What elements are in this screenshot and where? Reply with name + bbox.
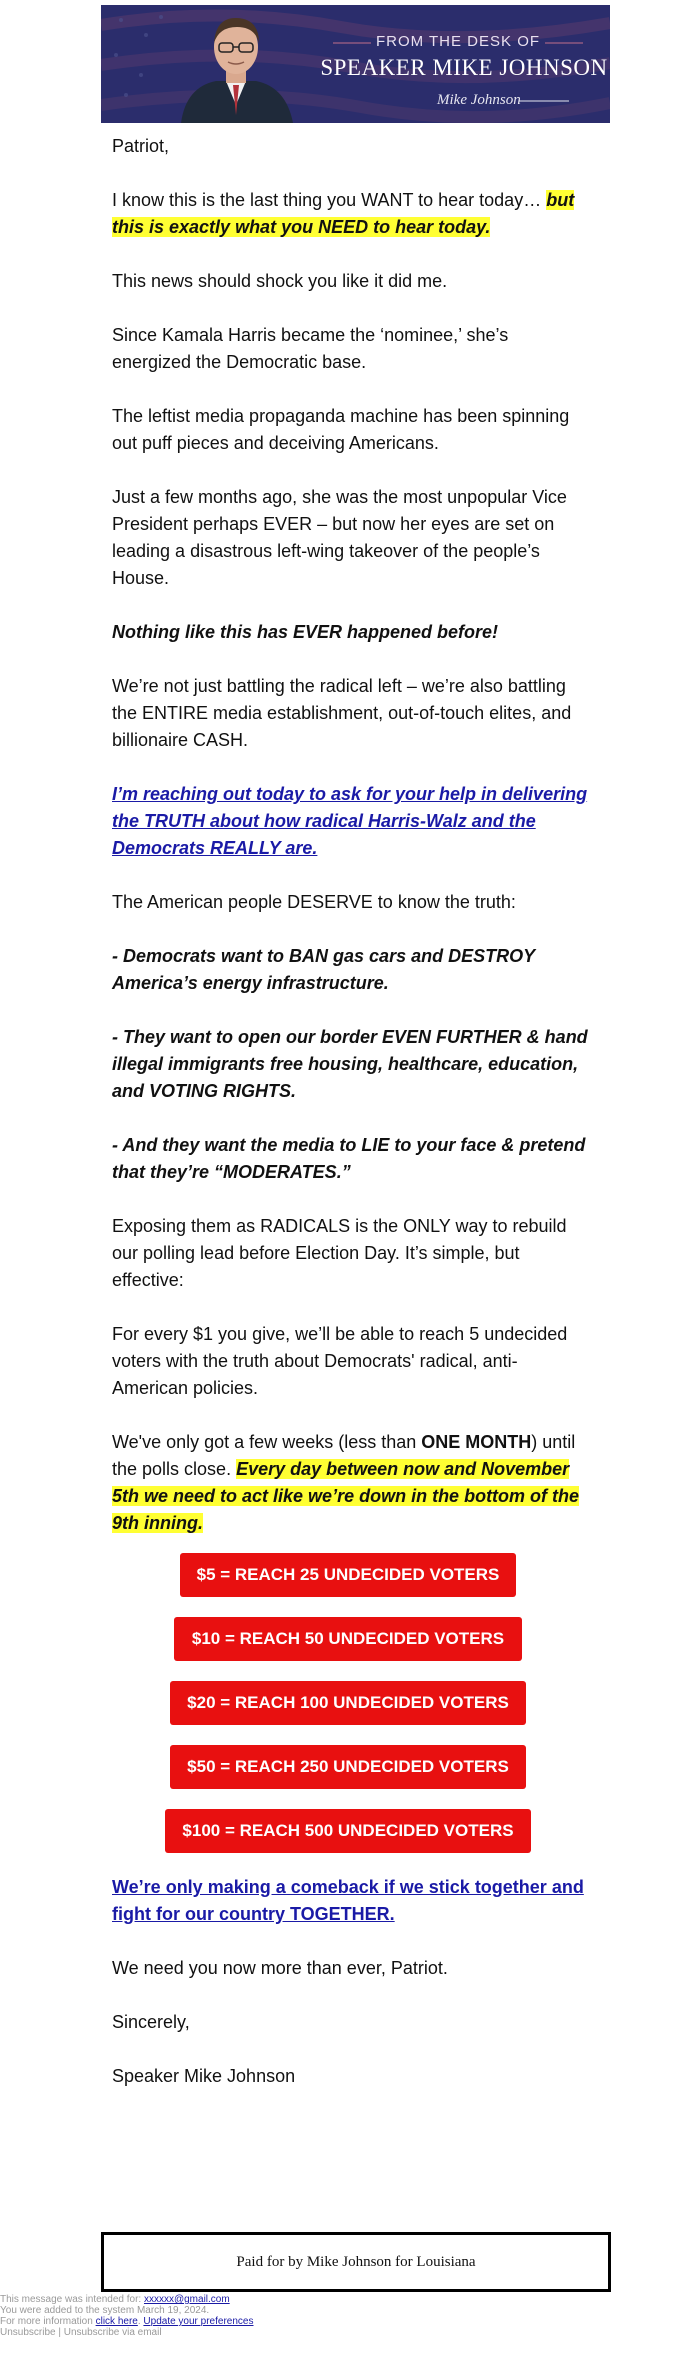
paragraph-battling: We’re not just battling the radical left – we’re also battling the ENTIRE media establishment, out-of-touch elites, and billionaire CASH. (112, 676, 572, 750)
paragraph-unpopular: Just a few months ago, she was the most unpopular Vice President perhaps EVER – but now her eyes are set on leading a disastrous left-wing takeover of the people’s House. (112, 487, 567, 588)
paragraph-few-weeks (112, 1429, 592, 1537)
paragraph-deserve: The American people DESERVE to know the truth: (112, 892, 516, 912)
footer-added: You were added to the system March 19, 2024. (0, 2305, 210, 2316)
donate-button-50[interactable]: $50 = REACH 250 UNDECIDED VOTERS (170, 1745, 526, 1789)
bullet-moderates: - And they want the media to LIE to your face & pretend that they’re “MODERATES.” (112, 1135, 586, 1182)
truth-link[interactable]: I’m reaching out today to ask for your help in delivering the TRUTH about how radical Harris-Walz and the Democrats REALLY are. (112, 784, 588, 858)
footer-unsubscribe[interactable]: Unsubscribe | Unsubscribe via email (0, 2327, 162, 2338)
bullet-gas-cars: - Democrats want to BAN gas cars and DESTROY America’s energy infrastructure. (112, 946, 535, 993)
email-body (112, 133, 592, 1537)
paragraph-every-dollar: For every $1 you give, we’ll be able to reach 5 undecided voters with the truth about Democrats' radical, anti-American policies. (112, 1324, 568, 1398)
speaker-portrait (171, 5, 301, 123)
intro-paragraph (112, 187, 592, 241)
one-month-bold: ONE MONTH (421, 1432, 532, 1452)
signer-name: Speaker Mike Johnson (112, 2066, 296, 2086)
header-banner (101, 5, 610, 123)
paragraph-media: The leftist media propaganda machine has been spinning out puff pieces and deceiving Americans. (112, 406, 570, 453)
signature-graphic (431, 87, 571, 111)
footer-more-info (0, 2316, 400, 2327)
footer-sep: . (137, 2316, 144, 2327)
intro-highlight: but this is exactly what you NEED to hear today. (112, 190, 575, 237)
speaker-name-title: SPEAKER MIKE JOHNSON (320, 55, 608, 80)
paragraph-shock: This news should shock you like it did me. (112, 271, 448, 291)
salutation: Patriot, (112, 136, 170, 156)
paragraph-truth-link-wrap (112, 781, 592, 862)
from-desk-label: FROM THE DESK OF (375, 33, 541, 50)
few-weeks-text-a: We've only got a few weeks (less than (112, 1432, 422, 1452)
footer-intended (0, 2294, 400, 2305)
click-here-link[interactable]: click here (95, 2316, 138, 2327)
bullet-border: - They want to open our border EVEN FURTHER & hand illegal immigrants free housing, healthcare, education, and VOTING RIGHTS. (112, 1027, 588, 1101)
signoff: Sincerely, (112, 2012, 190, 2032)
donate-button-20[interactable]: $20 = REACH 100 UNDECIDED VOTERS (170, 1681, 526, 1725)
closing-link-wrap (112, 1874, 592, 1928)
intro-text: I know this is the last thing you WANT to hear today… (112, 190, 547, 210)
intended-label: This message was intended for: (0, 2294, 144, 2305)
donate-button-10[interactable]: $10 = REACH 50 UNDECIDED VOTERS (174, 1617, 522, 1661)
update-preferences-link[interactable]: Update your preferences (143, 2316, 254, 2327)
paragraph-never-before: Nothing like this has EVER happened before! (112, 622, 499, 642)
intended-email-link[interactable]: xxxxxx@gmail.com (143, 2294, 230, 2305)
email-closing (112, 1874, 592, 2090)
few-weeks-highlight: Every day between now and November 5th we need to act like we’re down in the bottom of the 9th inning. (112, 1459, 580, 1533)
signature-text: Mike Johnson (437, 92, 521, 108)
paid-for-disclaimer: Paid for by Mike Johnson for Louisiana (101, 2232, 611, 2292)
donate-button-100[interactable]: $100 = REACH 500 UNDECIDED VOTERS (165, 1809, 531, 1853)
paragraph-exposing: Exposing them as RADICALS is the ONLY way to rebuild our polling lead before Election Day. It’s simple, but effective: (112, 1216, 567, 1290)
paragraph-need-you: We need you now more than ever, Patriot. (112, 1958, 448, 1978)
together-link[interactable]: We’re only making a comeback if we stick together and fight for our country TOGETHER. (112, 1877, 584, 1924)
more-info-text: For more information (0, 2316, 96, 2327)
few-weeks-text-b: ) until the polls close. (112, 1432, 576, 1479)
paragraph-nominee: Since Kamala Harris became the ‘nominee,’ she’s energized the Democratic base. (112, 325, 509, 372)
donate-button-5[interactable]: $5 = REACH 25 UNDECIDED VOTERS (180, 1553, 516, 1597)
